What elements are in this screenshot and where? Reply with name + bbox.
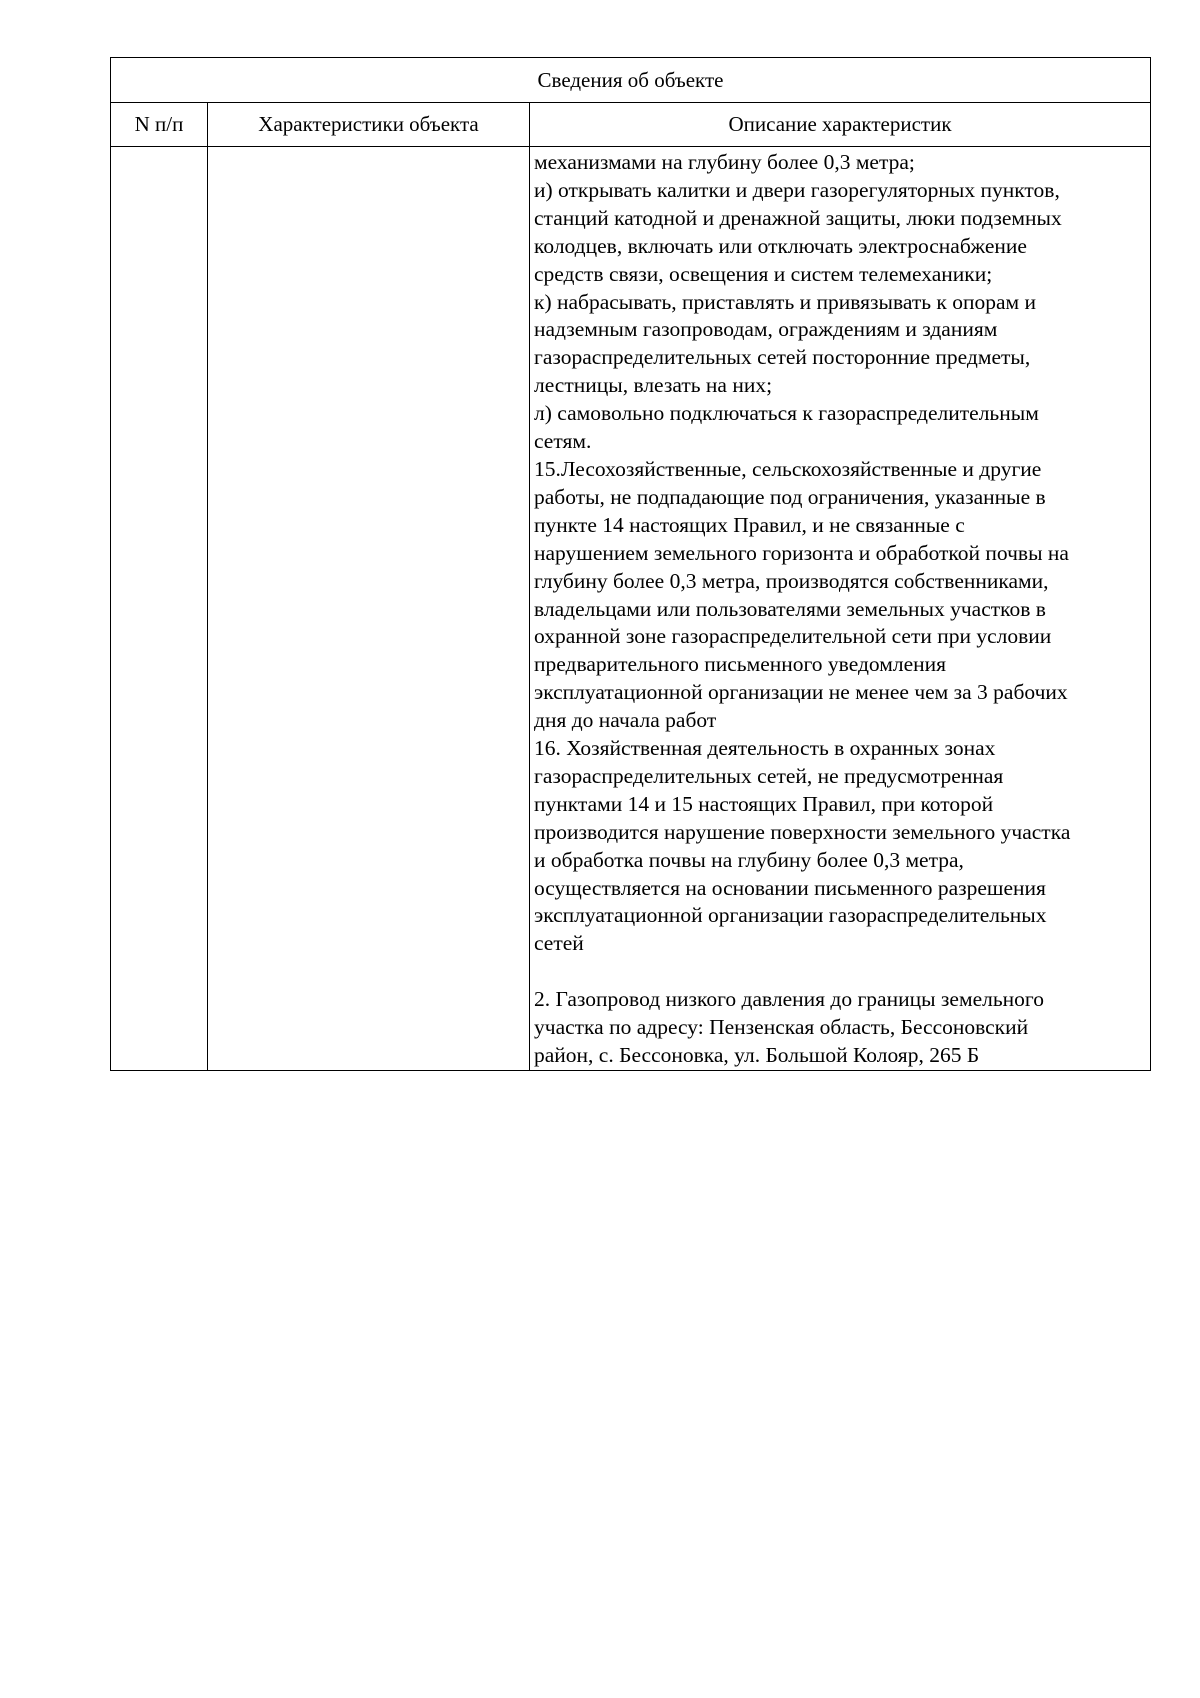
description-line: эксплуатационной организации не менее чем за 3 рабочих (534, 680, 1068, 705)
description-line: газораспределительных сетей посторонние предметы, (534, 345, 1031, 370)
description-line: охранной зоне газораспределительной сети при условии (534, 624, 1052, 649)
table-header-row (111, 103, 1151, 147)
description-line: производится нарушение поверхности земельного участка (534, 819, 1071, 844)
description-text (530, 147, 1150, 1070)
cell-characteristics (208, 147, 530, 1071)
description-line: л) самовольно подключаться к газораспределительным (534, 401, 1039, 426)
description-line: пункте 14 настоящих Правил, и не связанные с (534, 512, 965, 537)
header-description: Описание характеристик (530, 103, 1151, 147)
description-line: и) открывать калитки и двери газорегуляторных пунктов, (534, 177, 1060, 202)
description-line: механизмами на глубину более 0,3 метра; (534, 150, 915, 174)
description-line: газораспределительных сетей, не предусмотренная (534, 763, 1004, 788)
description-line: 2. Газопровод низкого давления до границы земельного (534, 987, 1044, 1012)
description-line: лестницы, влезать на них; (534, 373, 773, 398)
table-title-row (111, 58, 1151, 103)
description-line: нарушением земельного горизонта и обработкой почвы на (534, 540, 1069, 565)
description-line: участка по адресу: Пензенская область, Бессоновский (534, 1015, 1029, 1040)
cell-description (530, 147, 1151, 1071)
description-line: средств связи, освещения и систем телемеханики; (534, 261, 993, 286)
description-line: и обработка почвы на глубину более 0,3 метра, (534, 847, 964, 872)
object-info-table (110, 57, 1151, 1071)
header-number: N п/п (111, 103, 208, 147)
table-row (111, 147, 1151, 1071)
description-line: сетям. (534, 429, 592, 454)
description-line: к) набрасывать, приставлять и привязывать к опорам и (534, 289, 1036, 314)
description-line: сетей (534, 931, 584, 956)
header-characteristics: Характеристики объекта (208, 103, 530, 147)
description-line: пунктами 14 и 15 настоящих Правил, при которой (534, 791, 994, 816)
description-line: район, с. Бессоновка, ул. Большой Колояр, 265 Б (534, 1042, 980, 1067)
description-line: эксплуатационной организации газораспределительных (534, 903, 1047, 928)
cell-number (111, 147, 208, 1071)
description-line: 16. Хозяйственная деятельность в охранных зонах (534, 736, 996, 761)
description-line: работы, не подпадающие под ограничения, указанные в (534, 484, 1046, 509)
description-line: предварительного письменного уведомления (534, 652, 947, 677)
description-line: колодцев, включать или отключать электроснабжение (534, 233, 1027, 258)
description-line: 15.Лесохозяйственные, сельскохозяйственные и другие (534, 456, 1042, 481)
description-line: станций катодной и дренажной защиты, люки подземных (534, 205, 1062, 230)
description-line: осуществляется на основании письменного разрешения (534, 875, 1046, 900)
description-line: глубину более 0,3 метра, производятся собственниками, (534, 568, 1049, 593)
table-title: Сведения об объекте (111, 58, 1151, 103)
description-line (534, 958, 1144, 986)
description-line: надземным газопроводам, ограждениям и зданиям (534, 317, 998, 342)
description-line: дня до начала работ (534, 708, 717, 733)
description-line: владельцами или пользователями земельных участков в (534, 596, 1046, 621)
